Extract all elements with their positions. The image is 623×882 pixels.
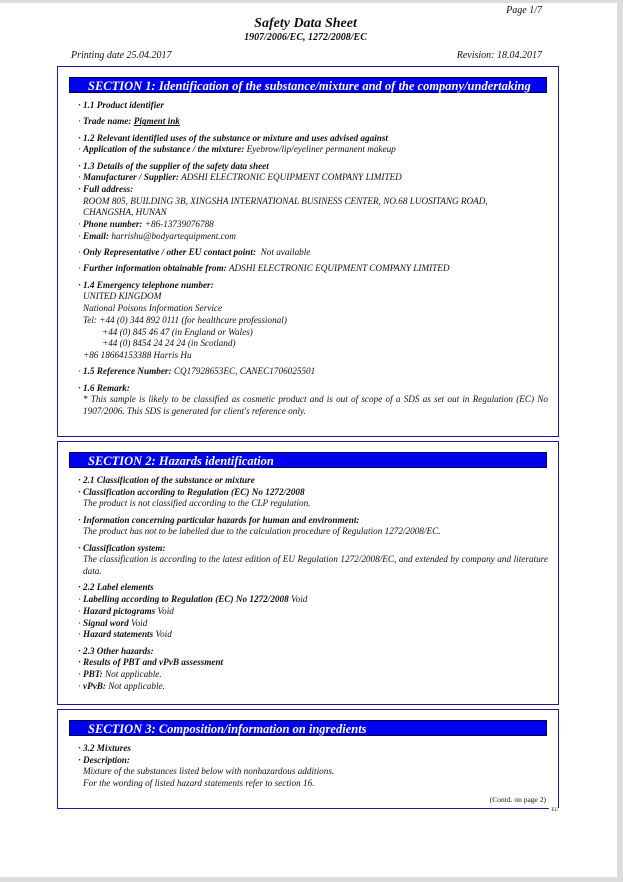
signal-word: · Signal word Void <box>78 617 148 628</box>
labelling: · Labelling according to Regulation (EC) No 1272/2008 Void <box>78 594 308 605</box>
classification-system-label: · Classification system: <box>78 542 166 553</box>
trade-name: · Trade name: Pigment ink <box>78 116 180 127</box>
hazard-pictograms: · Hazard pictograms Void <box>78 605 174 616</box>
emergency-line: +86 18664153388 Harris Hu <box>83 349 192 360</box>
vpvb: · vPvB: Not applicable. <box>78 680 165 691</box>
manufacturer: · Manufacturer / Supplier: ADSHI ELECTRONIC EQUIPMENT COMPANY LIMITED <box>78 172 402 183</box>
section-3-body <box>78 743 548 790</box>
address-line-2: CHANGSHA, HUNAN <box>83 207 167 218</box>
page-number: Page 1/7 <box>506 5 542 16</box>
label-elements-heading: · 2.2 Label elements <box>78 582 154 593</box>
document-page <box>0 3 617 877</box>
section-3-header: SECTION 3: Composition/information on ingredients <box>69 720 547 736</box>
emergency-line: +44 (0) 8454 24 24 24 (in Scotland) <box>102 338 236 349</box>
product-identifier-heading: · 1.1 Product identifier <box>78 100 164 110</box>
trade-name-value: Pigment ink <box>133 116 180 127</box>
email-value: harrishu@bodyartequipment.com <box>111 230 236 241</box>
pbt: · PBT: Not applicable. <box>78 668 162 679</box>
description-line-2: For the wording of listed hazard statements refer to section 16. <box>83 778 315 789</box>
mixtures-heading: · 3.2 Mixtures <box>78 743 131 753</box>
description-label: · Description: <box>78 754 130 765</box>
hazard-info-text: The product has not to be labelled due to the calculation procedure of Regulation 1272/2008/EC. <box>83 526 441 537</box>
printing-date: Printing date 25.04.2017 <box>71 50 172 61</box>
hazard-info-label: · Information concerning particular hazards for human and environment: <box>78 514 360 525</box>
remark-text: * This sample is likely to be classified as cosmetic product and is out of scope of a SDS as set out in Regulation (EC) No 1907/2006. This SDS is generated for client's reference only. <box>83 394 548 416</box>
classification-regulation-label: · Classification according to Regulation (EC) No 1272/2008 <box>78 486 305 497</box>
relevant-uses-heading: · 1.2 Relevant identified uses of the substance or mixture and uses advised against <box>78 132 388 143</box>
address-line-1: ROOM 805, BUILDING 3B, XINGSHA INTERNATIONAL BUSINESS CENTER, NO.68 LUOSITANG ROAD, <box>83 195 488 206</box>
continued-note: (Contd. on page 2) <box>489 795 546 804</box>
section-1 <box>57 66 559 437</box>
eu-mark: EU <box>551 808 558 813</box>
application: · Application of the substance / the mixture: Eyebrow/lip/eyeliner permanent makeup <box>78 144 396 155</box>
classification-heading: · 2.1 Classification of the substance or mixture <box>78 475 255 485</box>
revision-date: Revision: 18.04.2017 <box>456 50 542 61</box>
remark-heading: · 1.6 Remark: <box>78 382 130 393</box>
other-hazards-heading: · 2.3 Other hazards: <box>78 645 154 656</box>
document-title: Safety Data Sheet <box>254 16 357 31</box>
emergency-heading: · 1.4 Emergency telephone number: <box>78 279 214 290</box>
emergency-line: Tel: +44 (0) 344 892 0111 (for healthcare professional) <box>83 314 287 325</box>
classification-regulation-text: The product is not classified according to the CLP regulation. <box>83 498 311 509</box>
document-subtitle: 1907/2006/EC, 1272/2008/EC <box>244 32 367 43</box>
hazard-statements: · Hazard statements Void <box>78 629 172 640</box>
eu-contact: · Only Representative / other EU contact point: Not available <box>78 247 311 258</box>
emergency-line: National Poisons Information Service <box>83 303 223 314</box>
description-line-1: Mixture of the substances listed below with nonhazardous additions. <box>83 766 335 777</box>
emergency-line: UNITED KINGDOM <box>83 291 162 302</box>
emergency-line: +44 (0) 845 46 47 (in England or Wales) <box>102 326 253 337</box>
classification-system-text: The classification is according to the latest edition of EU Regulation 1272/2008/EC, and extended by company and literature data. <box>83 554 548 577</box>
further-information: · Further information obtainable from: ADSHI ELECTRONIC EQUIPMENT COMPANY LIMITED <box>78 263 450 274</box>
section-1-body <box>78 100 548 422</box>
section-3 <box>57 709 559 813</box>
reference-number: · 1.5 Reference Number: CQ17928653EC, CANEC1706025501 <box>78 366 316 377</box>
supplier-details-heading: · 1.3 Details of the supplier of the safety data sheet <box>78 160 269 171</box>
pbt-results-heading: · Results of PBT and vPvB assessment <box>78 657 224 668</box>
address-label: · Full address: <box>78 184 134 194</box>
email: · Email: harrishu@bodyartequipment.com <box>78 230 236 241</box>
section-2-header: SECTION 2: Hazards identification <box>69 452 547 468</box>
section-1-header: SECTION 1: Identification of the substance/mixture and of the company/undertaking <box>69 77 547 93</box>
phone-number: · Phone number: +86-13739076788 <box>78 219 214 230</box>
section-2-body <box>78 475 548 697</box>
section-2 <box>57 441 559 705</box>
